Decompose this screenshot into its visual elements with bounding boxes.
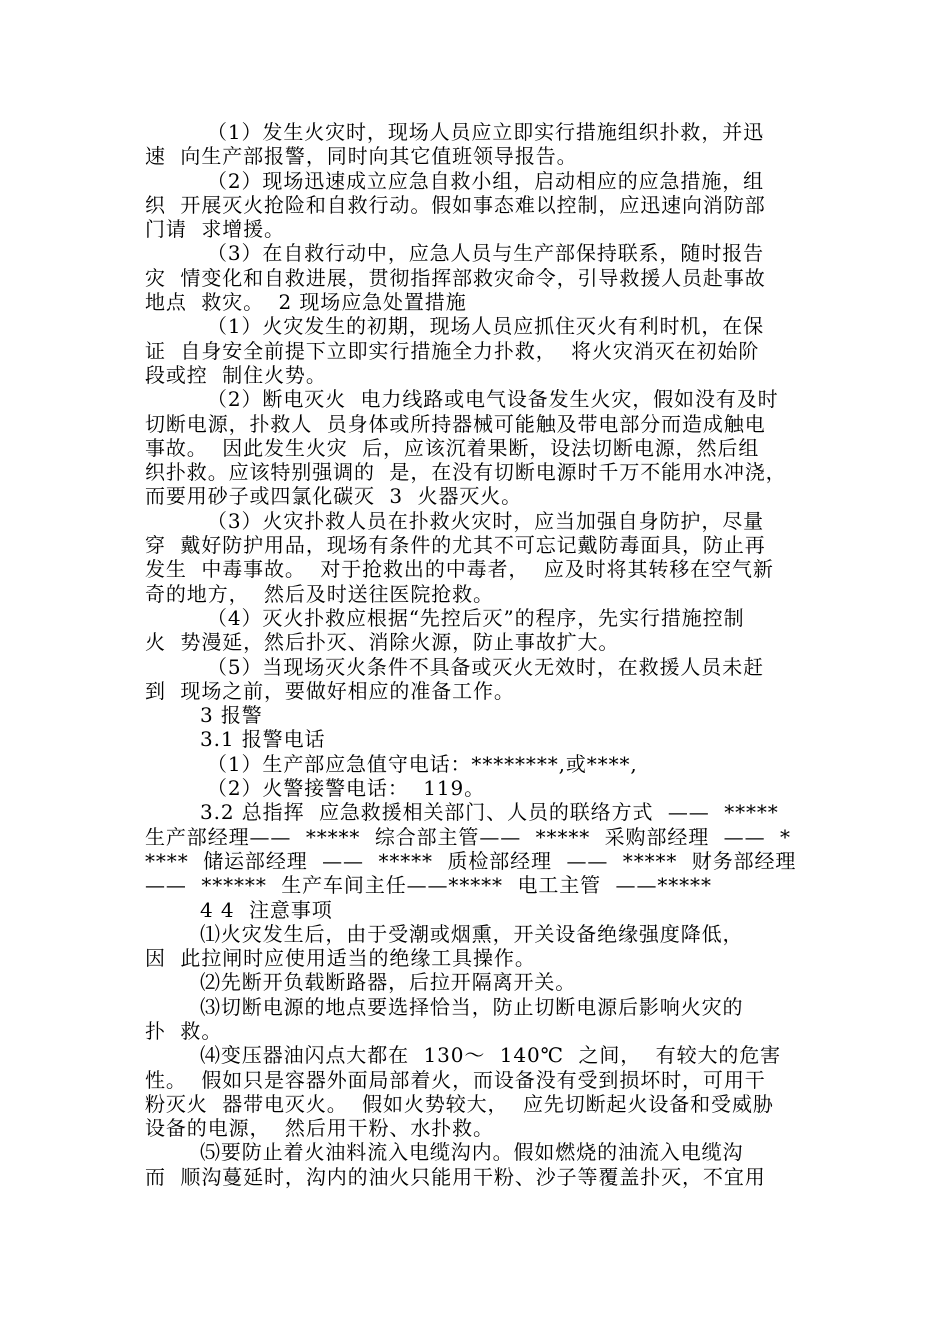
text-line: 穿 戴好防护用品，现场有条件的尤其不可忘记戴防毒面具，防止再 (145, 533, 766, 558)
text-line: （1）生产部应急值守电话：********,或****, (207, 751, 638, 776)
text-line: 3 报警 (200, 703, 263, 728)
text-line: （2）断电灭火 电力线路或电气设备发生火灾，假如没有及时 (207, 387, 779, 412)
text-line: （2）火警接警电话： 119。 (207, 776, 486, 801)
text-line: ⑷变压器油闪点大都在 130～ 140℃ 之间， 有较大的危害 (200, 1043, 782, 1068)
text-line: 3.1 报警电话 (200, 727, 326, 752)
text-line: 切断电源，扑救人 员身体或所持器械可能触及带电部分而造成触电 (145, 411, 766, 436)
text-line: 而 顺沟蔓延时，沟内的油火只能用干粉、沙子等覆盖扑灭，不宜用 (145, 1164, 766, 1189)
text-line: 而要用砂子或四氯化碳灭 3 火器灭火。 (145, 484, 523, 509)
text-line: **** 储运部经理 —— ***** 质检部经理 —— ***** 财务部经理 (145, 848, 797, 873)
text-line: 到 现场之前，要做好相应的准备工作。 (145, 678, 515, 703)
text-line: 设备的电源， 然后用干粉、水扑救。 (145, 1116, 494, 1141)
text-line: （3）火灾扑救人员在扑救火灾时，应当加强自身防护，尽量 (207, 508, 765, 533)
text-line: 地点 救灾。 2 现场应急处置措施 (145, 290, 467, 315)
text-line: ⑵先断开负载断路器，后拉开隔离开关。 (200, 970, 577, 995)
text-line: 4 4 注意事项 (200, 897, 333, 922)
text-line: —— ****** 生产车间主任——***** 电工主管 ——***** (145, 873, 712, 898)
text-line: 灾 情变化和自救进展，贯彻指挥部救灾命令，引导救援人员赴事故 (145, 265, 766, 290)
text-line: 火 势漫延，然后扑灭、消除火源，防止事故扩大。 (145, 630, 620, 655)
text-line: 织扑救。应该特别强调的 是，在没有切断电源时千万不能用水冲浇， (145, 460, 787, 485)
text-line: （4）灭火扑救应根据“先控后灭”的程序，先实行措施控制 (207, 605, 745, 630)
text-line: 段或控 制住火势。 (145, 362, 327, 387)
text-line: 速 向生产部报警，同时向其它值班领导报告。 (145, 144, 578, 169)
text-line: 发生 中毒事故。 对于抢救出的中毒者， 应及时将其转移在空气新 (145, 557, 774, 582)
document-body (145, 120, 810, 1189)
text-line: （1）火灾发生的初期，现场人员应抓住灭火有利时机，在保 (207, 314, 765, 339)
text-line: 性。 假如只是容器外面局部着火，而设备没有受到损坏时，可用干 (145, 1067, 766, 1092)
text-line: 因 此拉闸时应使用适当的绝缘工具操作。 (145, 946, 536, 971)
text-line: （1）发生火灾时，现场人员应立即实行措施组织扑救，并迅 (207, 120, 765, 144)
text-line: （2）现场迅速成立应急自救小组，启动相应的应急措施，组 (207, 168, 765, 193)
text-line: 扑 救。 (145, 1018, 223, 1043)
text-line: 3.2 总指挥 应急救援相关部门、人员的联络方式 —— ***** (200, 800, 779, 825)
text-line: 织 开展灭火抢险和自救行动。假如事态难以控制，应迅速向消防部 (145, 192, 766, 217)
text-line: 生产部经理—— ***** 综合部主管—— ***** 采购部经理 —— * (145, 824, 791, 849)
text-line: 奇的地方， 然后及时送往医院抢救。 (145, 581, 494, 606)
text-line: 证 自身安全前提下立即实行措施全力扑救， 将火灾消灭在初始阶 (145, 338, 760, 363)
text-line: 粉灭火 器带电灭火。 假如火势较大， 应先切断起火设备和受威胁 (145, 1091, 774, 1116)
text-line: ⑶切断电源的地点要选择恰当，防止切断电源后影响火灾的 (200, 994, 744, 1019)
text-line: （5）当现场灭火条件不具备或灭火无效时，在救援人员未赶 (207, 654, 765, 679)
text-line: （3）在自救行动中，应急人员与生产部保持联系，随时报告 (207, 241, 765, 266)
text-line: ⑸要防止着火油料流入电缆沟内。假如燃烧的油流入电缆沟 (200, 1140, 744, 1165)
text-line: 事故。 因此发生火灾 后，应该沉着果断，设法切断电源，然后组 (145, 435, 760, 460)
text-line: 门请 求增援。 (145, 217, 285, 242)
text-line: ⑴火灾发生后，由于受潮或烟熏，开关设备绝缘强度降低， (200, 921, 744, 946)
